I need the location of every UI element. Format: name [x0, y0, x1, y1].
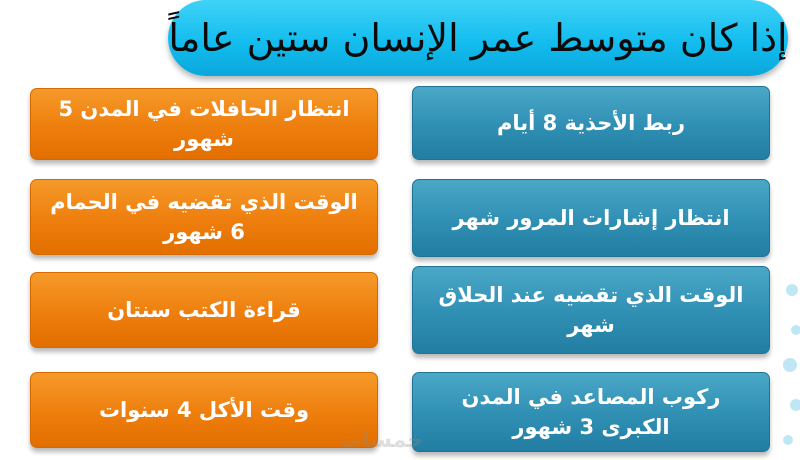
title-banner: [168, 0, 788, 76]
card-label: الوقت الذي تقضيه عند الحلاق شهر: [438, 282, 744, 337]
orange-card-3: [30, 272, 378, 348]
slide-title: إذا كان متوسط عمر الإنسان ستين عاماً: [168, 16, 788, 60]
card-label: قراءة الكتب سنتان: [107, 297, 301, 322]
card-label: ربط الأحذية 8 أيام: [496, 110, 686, 135]
blue-card-2: [412, 179, 770, 257]
watermark-text: خمسات: [340, 428, 424, 453]
card-label: وقت الأكل 4 سنوات: [98, 397, 310, 422]
card-label: الوقت الذي تقضيه في الحمام 6 شهور: [50, 189, 358, 244]
card-label: انتظار الحافلات في المدن 5 شهور: [58, 96, 350, 151]
orange-card-4: [30, 372, 378, 448]
blue-card-3: [412, 266, 770, 354]
blue-card-1: [412, 86, 770, 160]
card-label: ركوب المصاعد في المدن الكبرى 3 شهور: [461, 384, 721, 439]
orange-card-1: [30, 88, 378, 160]
orange-card-2: [30, 179, 378, 255]
card-label: انتظار إشارات المرور شهر: [452, 205, 730, 230]
blue-card-4: [412, 372, 770, 452]
decorative-dots: [770, 160, 800, 460]
